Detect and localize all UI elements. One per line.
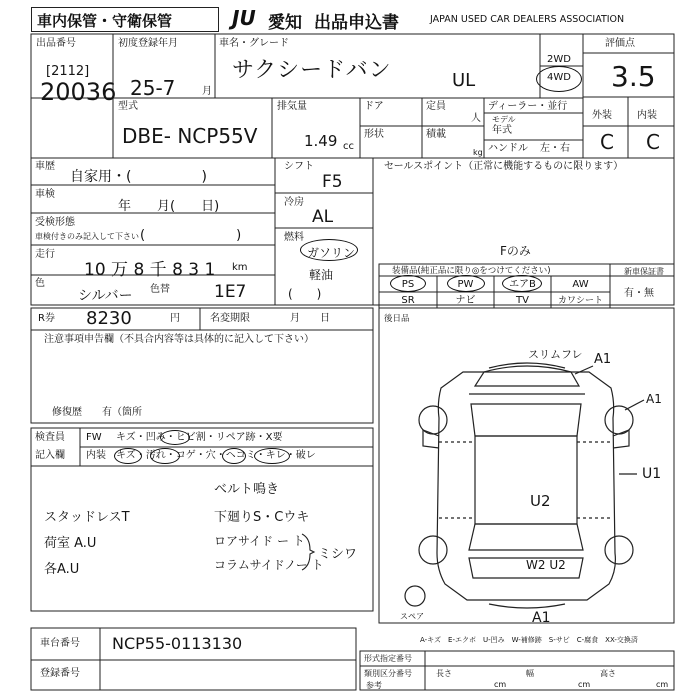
disp-unit: cc [343,141,354,152]
form-title: 出品申込書 [314,13,399,33]
model-year-label: モデル [492,115,516,124]
note-belt-noise: ベルト鳴き [214,482,280,497]
shift-label: シフト [284,161,314,172]
mileage-label: 走行 [35,249,55,260]
notes-label: 注意事項申告欄（不具合内容等は具体的に記入して下さい） [44,334,314,345]
equipment-item-ps: PS [401,279,415,290]
yen-unit: 円 [170,313,180,324]
width-label: 幅 [526,669,534,678]
fw-items: キズ・凹み・ヒビ割・リペア跡・X要 [116,432,283,443]
model-label: 型式 [118,101,138,112]
disp-value: 1.49 [304,132,338,150]
car-name: サクシードバン [232,58,392,83]
interior-inspect-items: キズ・汚れ・コゲ・穴・ヘコミ・キレ・破レ [116,450,316,461]
handle-options: 左・右 [540,143,570,154]
equipment-item-tv: TV [516,295,529,306]
fuel-gasoline-circle [300,239,358,261]
spare-label: スペア [400,612,424,621]
diagram-legend: A-キズ E-エクボ U-凹み W-補修跡 S-サビ C-腐食 XX-交換済 [420,636,638,644]
equipment-pw-circle [447,275,485,292]
deadline-value: 月 日 [290,313,330,324]
exterior-label: 外装 [592,110,612,121]
length-label: 長さ [436,669,452,678]
capacity-label: 定員 [426,101,446,112]
name-label: 車名・グレード [219,38,289,49]
diagram-code-roof-u2: U2 [530,492,551,510]
receiving-paren: ( ) [140,228,242,243]
first-reg-label: 初度登録年月 [118,38,178,49]
later-items-label: 後日品 [384,314,410,324]
dealer-label: ディーラー・並行 [488,101,568,112]
fw-label: FW [86,432,102,443]
mileage-value: 10 万 8 千 8 3 1 [84,260,216,280]
note-wrinkle: ミシワ [318,547,358,562]
storage-label: 車内保管・守衛保管 [37,12,173,30]
interior-hole-circle [222,448,246,464]
history-label: 車歴 [35,161,55,172]
door-label: ドア [364,101,384,112]
drive-4wd-circle [536,66,582,92]
receiving-note: 車検付きのみ記入して下さい [35,232,139,241]
lot-label: 出品番号 [36,38,76,49]
color-change-label: 色替 [150,284,170,295]
interior-dent-circle [254,448,290,464]
diagram-code-front-a1: A1 [594,352,612,367]
note-cargo-room: 荷室 A.U [44,536,97,551]
ac-label: 冷房 [284,197,304,208]
height-label: 高さ [600,669,616,678]
ju-logo-mark: JU [232,6,256,30]
interior-dirt-circle [150,448,180,464]
ac-value: AL [312,207,334,227]
model-year-label-2: 年式 [492,125,512,136]
handle-label: ハンドル [488,143,528,154]
height-unit: cm [656,680,669,689]
interior-scratch-circle [114,448,142,464]
load-label: 積載 [426,129,446,140]
sales-point-label: セールスポイント（正常に機能するものに限ります） [384,161,624,172]
interior-inspect-label: 内装 [86,450,106,461]
note-lower-side: ロアサイド ー ト [214,534,305,548]
drive-4wd: 4WD [547,72,571,83]
load-unit: kg [473,148,483,157]
mileage-unit: km [232,262,248,273]
inspector-label-1: 検査員 [35,432,65,443]
form-cert-label: 形式指定番号 [364,654,412,663]
reference-label: 参考 [366,681,382,690]
diagram-code-rear-a1: A1 [532,610,551,626]
equipment-item-sr: SR [401,295,415,306]
fw-dent-circle [160,430,190,445]
logo-region: 愛知 [268,13,302,33]
note-studless: スタッドレスT [44,510,130,525]
note-undercarriage: 下廻りS・Cウキ [214,510,310,525]
fuel-paren: ( ) [288,287,322,301]
history-value: 自家用・( ) [70,169,207,185]
lot-small: [2112] [46,64,90,79]
fuel-light-oil: 軽油 [309,268,334,282]
r-ticket-label: R券 [38,313,55,324]
chassis-label: 車台番号 [40,638,80,649]
equipment-item-airbag: エアB [509,279,536,290]
chassis-value: NCP55-0113130 [112,634,243,653]
interior-label: 内装 [637,110,657,121]
equipment-item-navi: ナビ [455,295,476,306]
color-code: 1E7 [214,282,247,302]
car-diagram [379,308,674,623]
equipment-item-leather-seat: カワシート [557,296,603,306]
note-column-side: コラムサイドノー ト [214,558,324,572]
warranty-value: 有・無 [624,288,654,299]
shape-label: 形状 [364,129,384,140]
length-unit: cm [494,680,507,689]
inspection-value: 年 月( 日) [118,199,220,214]
receiving-label: 受検形態 [35,217,75,228]
class-label: 類別区分番号 [364,669,412,678]
inspector-label-2: 記入欄 [35,450,65,461]
grade-value: UL [452,70,476,91]
diagram-code-right-front-a1: A1 [646,392,662,406]
inspection-label: 車検 [35,189,55,200]
capacity-unit: 人 [471,113,481,124]
equipment-ps-circle [390,275,426,292]
first-reg-value: 25-7 [130,76,176,100]
registration-label: 登録番号 [40,668,80,679]
association-name: JAPAN USED CAR DEALERS ASSOCIATION [430,14,625,25]
shift-value: F5 [322,172,343,192]
interior-grade: C [646,130,660,154]
sales-point-fom: Fのみ [500,244,531,258]
diagram-code-front-lower: スリムフレ [528,348,583,361]
diagram-code-right-side-u1: U1 [642,466,662,482]
score-label: 評価点 [605,38,635,49]
exterior-grade: C [600,130,614,154]
fuel-gasoline: ガソリン [307,246,356,260]
repair-label: 修復歴 有（箇所 [52,407,142,418]
equipment-item-pw: PW [457,279,474,290]
note-bracket [300,532,316,572]
equipment-item-aw: AW [572,279,589,290]
disp-label: 排気量 [277,101,307,112]
diagram-code-rear-w2u2: W2 U2 [526,558,566,572]
width-unit: cm [578,680,591,689]
name-change-label: 名変期限 [210,313,250,324]
model-value: DBE- NCP55V [122,124,258,148]
equipment-airbag-circle [502,275,542,292]
score-value: 3.5 [611,60,656,93]
color-label: 色 [35,278,45,289]
note-each: 各A.U [44,562,80,577]
month-suffix: 月 [202,86,212,97]
warranty-label: 新車保証書 [624,267,664,276]
fuel-label: 燃料 [284,232,304,243]
equipment-label: 装備品(純正品に限り◎をつけてください) [392,266,551,276]
color-value: シルバー [78,288,133,304]
lot-number: 20036 [40,78,117,106]
recycle-value: 8230 [86,308,132,329]
drive-2wd: 2WD [547,54,571,65]
